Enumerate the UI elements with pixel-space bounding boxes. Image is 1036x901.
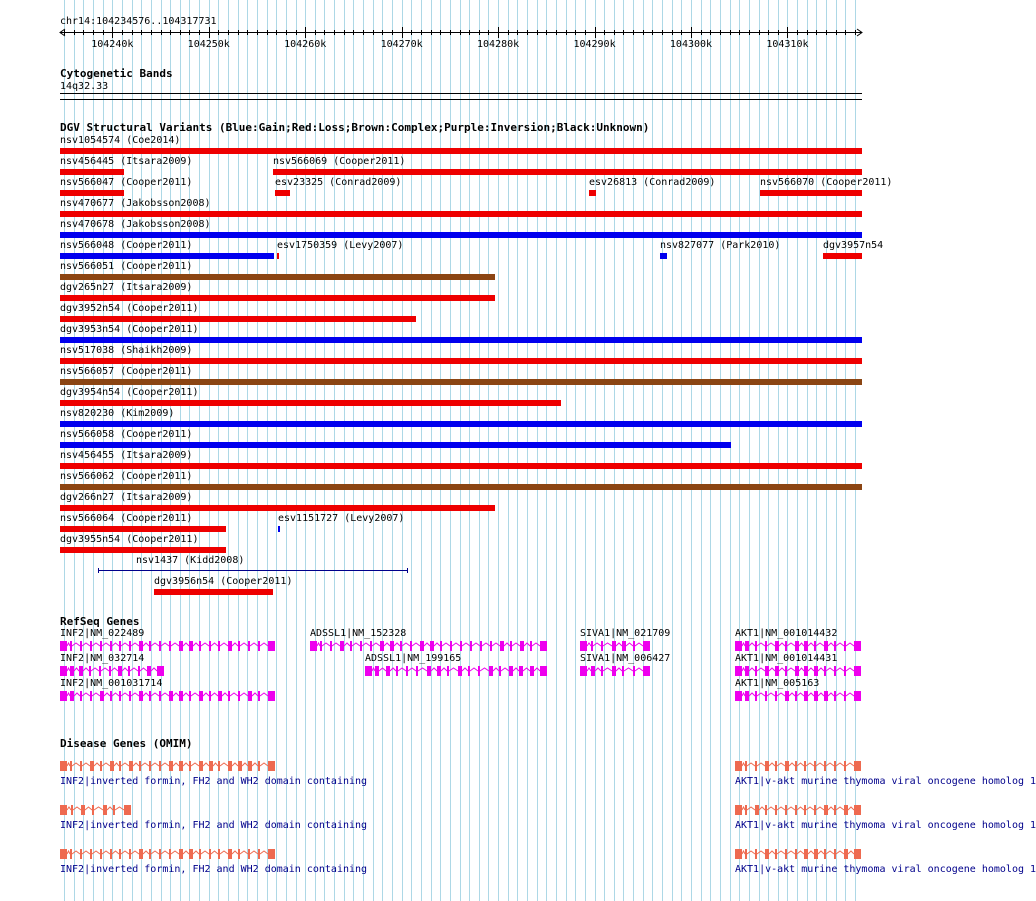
dgv-track-title: DGV Structural Variants (Blue:Gain;Red:Loss;Brown:Complex;Purple:Inversion;Black:Unknown) <box>60 121 650 134</box>
dgv-variant-bar[interactable] <box>60 463 862 469</box>
region-label: chr14:104234576..104317731 <box>60 16 217 27</box>
dgv-variant-label: nsv827077 (Park2010) <box>660 240 781 251</box>
refseq-gene-label: INF2|NM_022489 <box>60 628 145 639</box>
dgv-variant-bar[interactable] <box>60 274 495 280</box>
dgv-variant-bar[interactable] <box>60 169 124 175</box>
dgv-variant-label: esv23325 (Conrad2009) <box>275 177 402 188</box>
dgv-variant-label: dgv3957n54 <box>823 240 884 251</box>
dgv-variant-bar[interactable] <box>60 505 495 511</box>
dgv-variant-label: nsv456445 (Itsara2009) <box>60 156 193 167</box>
cytoband-line-bottom <box>60 99 862 100</box>
dgv-variant-label: dgv3953n54 (Cooper2011) <box>60 324 199 335</box>
dgv-variant-bar[interactable] <box>60 484 862 490</box>
refseq-track-title: RefSeq Genes <box>60 615 140 628</box>
dgv-variant-label: nsv566070 (Cooper2011) <box>760 177 893 188</box>
dgv-variant-label: nsv566048 (Cooper2011) <box>60 240 193 251</box>
dgv-variant-bar[interactable] <box>660 253 667 259</box>
dgv-variant-label: nsv566057 (Cooper2011) <box>60 366 193 377</box>
dgv-variant-bar[interactable] <box>60 337 862 343</box>
refseq-gene-label: INF2|NM_001031714 <box>60 678 163 689</box>
dgv-variant-bar[interactable] <box>60 211 862 217</box>
omim-gene-model[interactable] <box>60 848 278 862</box>
dgv-variant-label: dgv3954n54 (Cooper2011) <box>60 387 199 398</box>
dgv-variant-label: nsv456455 (Itsara2009) <box>60 450 193 461</box>
dgv-variant-bar[interactable] <box>154 589 273 595</box>
ruler-tick-label: 104240k <box>91 39 134 50</box>
refseq-gene-model[interactable] <box>735 690 864 704</box>
refseq-gene-label: SIVA1|NM_021709 <box>580 628 671 639</box>
dgv-variant-bar[interactable] <box>60 232 862 238</box>
dgv-variant-label: dgv3956n54 (Cooper2011) <box>154 576 293 587</box>
refseq-gene-model[interactable] <box>365 665 550 679</box>
dgv-variant-bar[interactable] <box>60 526 226 532</box>
refseq-gene-label: AKT1|NM_001014431 <box>735 653 838 664</box>
dgv-variant-bar[interactable] <box>60 547 226 553</box>
omim-gene-label[interactable]: INF2|inverted formin, FH2 and WH2 domain containing <box>60 864 368 875</box>
dgv-variant-label: dgv266n27 (Itsara2009) <box>60 492 193 503</box>
dgv-variant-label: dgv3955n54 (Cooper2011) <box>60 534 199 545</box>
omim-gene-model[interactable] <box>60 760 278 774</box>
dgv-variant-label: esv1151727 (Levy2007) <box>278 513 405 524</box>
dgv-variant-bar[interactable] <box>60 148 862 154</box>
refseq-gene-model[interactable] <box>735 640 864 654</box>
ruler-tick-label: 104310k <box>766 39 809 50</box>
refseq-gene-label: AKT1|NM_005163 <box>735 678 820 689</box>
refseq-gene-model[interactable] <box>60 690 278 704</box>
refseq-gene-label: INF2|NM_032714 <box>60 653 145 664</box>
dgv-variant-bar[interactable] <box>589 190 596 196</box>
dgv-variant-bar[interactable] <box>273 169 862 175</box>
refseq-gene-label: ADSSL1|NM_199165 <box>365 653 462 664</box>
dgv-variant-label: nsv566062 (Cooper2011) <box>60 471 193 482</box>
ruler-tick-label: 104280k <box>477 39 520 50</box>
dgv-variant-label: nsv470678 (Jakobsson2008) <box>60 219 211 230</box>
dgv-variant-label: nsv1437 (Kidd2008) <box>136 555 245 566</box>
omim-gene-label[interactable]: INF2|inverted formin, FH2 and WH2 domain containing <box>60 820 368 831</box>
omim-gene-model[interactable] <box>735 848 864 862</box>
refseq-gene-model[interactable] <box>60 665 167 679</box>
cytoband-label: 14q32.33 <box>60 81 109 92</box>
dgv-variant-bar[interactable] <box>60 253 274 259</box>
dgv-variant-label: nsv470677 (Jakobsson2008) <box>60 198 211 209</box>
dgv-variant-label: nsv566058 (Cooper2011) <box>60 429 193 440</box>
dgv-variant-bar[interactable] <box>277 253 279 259</box>
dgv-variant-bar[interactable] <box>60 316 416 322</box>
cytoband-track-title: Cytogenetic Bands <box>60 67 173 80</box>
position-ruler[interactable] <box>0 26 890 50</box>
omim-gene-model[interactable] <box>735 760 864 774</box>
dgv-variant-bar[interactable] <box>60 421 862 427</box>
dgv-variant-bar[interactable] <box>60 400 561 406</box>
dgv-variant-label: dgv3952n54 (Cooper2011) <box>60 303 199 314</box>
dgv-variant-label: nsv566064 (Cooper2011) <box>60 513 193 524</box>
dgv-variant-bar[interactable] <box>60 379 862 385</box>
dgv-variant-label: nsv517038 (Shaikh2009) <box>60 345 193 356</box>
dgv-variant-label: nsv566047 (Cooper2011) <box>60 177 193 188</box>
cytoband-line-top <box>60 93 862 94</box>
dgv-variant-bar[interactable] <box>275 190 290 196</box>
dgv-variant-label: nsv1054574 (Coe2014) <box>60 135 181 146</box>
refseq-gene-model[interactable] <box>60 640 278 654</box>
omim-gene-model[interactable] <box>60 804 134 818</box>
dgv-variant-label: nsv566069 (Cooper2011) <box>273 156 406 167</box>
dgv-variant-label: nsv820230 (Kim2009) <box>60 408 175 419</box>
dgv-variant-bar[interactable] <box>278 526 280 532</box>
dgv-variant-bar[interactable] <box>823 253 862 259</box>
omim-gene-label[interactable]: AKT1|v-akt murine thymoma viral oncogene homolog 1 <box>735 820 1036 831</box>
dgv-variant-bar[interactable] <box>60 358 862 364</box>
omim-gene-model[interactable] <box>735 804 864 818</box>
refseq-gene-model[interactable] <box>310 640 550 654</box>
ruler-tick-label: 104260k <box>284 39 327 50</box>
omim-gene-label[interactable]: INF2|inverted formin, FH2 and WH2 domain containing <box>60 776 368 787</box>
dgv-variant-bar[interactable] <box>60 295 495 301</box>
ruler-tick-label: 104290k <box>573 39 616 50</box>
dgv-variant-bar[interactable] <box>760 190 862 196</box>
refseq-gene-model[interactable] <box>735 665 864 679</box>
omim-track-title: Disease Genes (OMIM) <box>60 737 193 750</box>
ruler-tick-label: 104270k <box>380 39 423 50</box>
ruler-tick-label: 104300k <box>669 39 713 50</box>
refseq-gene-label: AKT1|NM_001014432 <box>735 628 838 639</box>
dgv-variant-label: dgv265n27 (Itsara2009) <box>60 282 193 293</box>
ruler-tick-label: 104250k <box>187 39 230 50</box>
dgv-variant-label: esv1750359 (Levy2007) <box>277 240 404 251</box>
dgv-variant-bar[interactable] <box>60 442 731 448</box>
omim-gene-label[interactable]: AKT1|v-akt murine thymoma viral oncogene homolog 1 <box>735 864 1036 875</box>
dgv-variant-span[interactable] <box>98 568 408 573</box>
dgv-variant-label: esv26813 (Conrad2009) <box>589 177 716 188</box>
dgv-variant-label: nsv566051 (Cooper2011) <box>60 261 193 272</box>
refseq-gene-model[interactable] <box>580 640 653 654</box>
omim-gene-label[interactable]: AKT1|v-akt murine thymoma viral oncogene homolog 1 <box>735 776 1036 787</box>
refseq-gene-label: ADSSL1|NM_152328 <box>310 628 407 639</box>
refseq-gene-model[interactable] <box>580 665 653 679</box>
dgv-variant-bar[interactable] <box>60 190 124 196</box>
refseq-gene-label: SIVA1|NM_006427 <box>580 653 671 664</box>
